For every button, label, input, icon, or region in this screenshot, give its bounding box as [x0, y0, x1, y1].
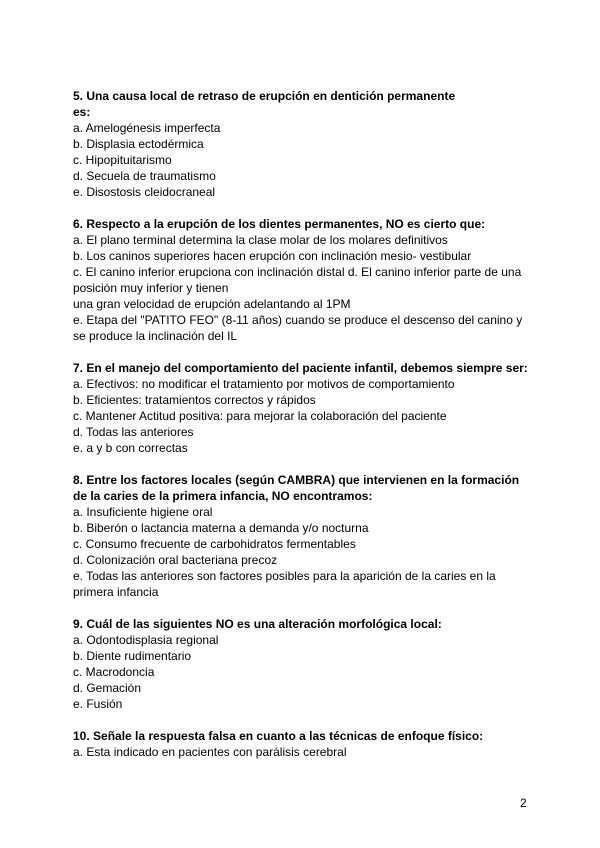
option-a: a. El plano terminal determina la clase molar de los molares definitivos — [73, 233, 448, 247]
question-title: 7. En el manejo del comportamiento del paciente infantil, debemos siempre ser: — [73, 361, 528, 375]
option-a: a. Odontodisplasia regional — [73, 633, 219, 647]
option-b: b. Biberón o lactancia materna a demanda y/o nocturna — [73, 521, 369, 535]
question-title: 9. Cuál de las siguientes NO es una alteración morfológica local: — [73, 617, 442, 631]
option-c: c. Mantener Actitud positiva: para mejorar la colaboración del paciente — [73, 409, 447, 423]
question-8 — [73, 472, 533, 600]
option-d-continuation: una gran velocidad de erupción adelantando al 1PM — [73, 297, 351, 311]
option-e: e. Todas las anteriores son factores posibles para la aparición de la caries en la primera infancia — [73, 569, 496, 599]
option-d: d. Gemación — [73, 681, 142, 695]
question-title: 5. Una causa local de retraso de erupción en dentición permanente es: — [73, 89, 456, 119]
option-e: e. a y b con correctas — [73, 441, 188, 455]
option-e: e. Etapa del "PATITO FEO" (8-11 años) cuando se produce el descenso del canino y se produce la inclinación del IL — [73, 313, 523, 343]
option-e: e. Fusión — [73, 697, 123, 711]
question-title: 6. Respecto a la erupción de los dientes permanentes, NO es cierto que: — [73, 217, 486, 231]
question-7 — [73, 360, 533, 456]
option-a: a. Amelogénesis imperfecta — [73, 121, 221, 135]
option-c-d: c. El canino inferior erupciona con inclinación distal d. El canino inferior parte de una posición muy inferior y tienen — [73, 265, 522, 295]
option-c: c. Hipopituitarismo — [73, 153, 172, 167]
question-5 — [73, 88, 533, 200]
option-b: b. Diente rudimentario — [73, 649, 192, 663]
option-b: b. Displasia ectodérmica — [73, 137, 204, 151]
option-a: a. Insuficiente higiene oral — [73, 505, 213, 519]
option-c: c. Consumo frecuente de carbohidratos fermentables — [73, 537, 356, 551]
option-e: e. Disostosis cleidocraneal — [73, 185, 216, 199]
option-c: c. Macrodoncia — [73, 665, 155, 679]
option-b: b. Eficientes: tratamientos correctos y rápidos — [73, 393, 316, 407]
option-b: b. Los caninos superiores hacen erupción con inclinación mesio- vestibular — [73, 249, 472, 263]
page-number: 2 — [520, 796, 527, 810]
option-a: a. Esta indicado en pacientes con parálisis cerebral — [73, 745, 347, 759]
question-title: 10. Señale la respuesta falsa en cuanto a las técnicas de enfoque físico: — [73, 729, 484, 743]
questions-list — [73, 88, 533, 776]
question-10 — [73, 728, 533, 760]
option-d: d. Colonización oral bacteriana precoz — [73, 553, 278, 567]
question-6 — [73, 216, 533, 344]
question-9 — [73, 616, 533, 712]
option-a: a. Efectivos: no modificar el tratamiento por motivos de comportamiento — [73, 377, 455, 391]
question-title: 8. Entre los factores locales (según CAMBRA) que intervienen en la formación de la caries de la primera infancia, NO encontramos: — [73, 473, 520, 503]
option-d: d. Secuela de traumatismo — [73, 169, 216, 183]
option-d: d. Todas las anteriores — [73, 425, 194, 439]
